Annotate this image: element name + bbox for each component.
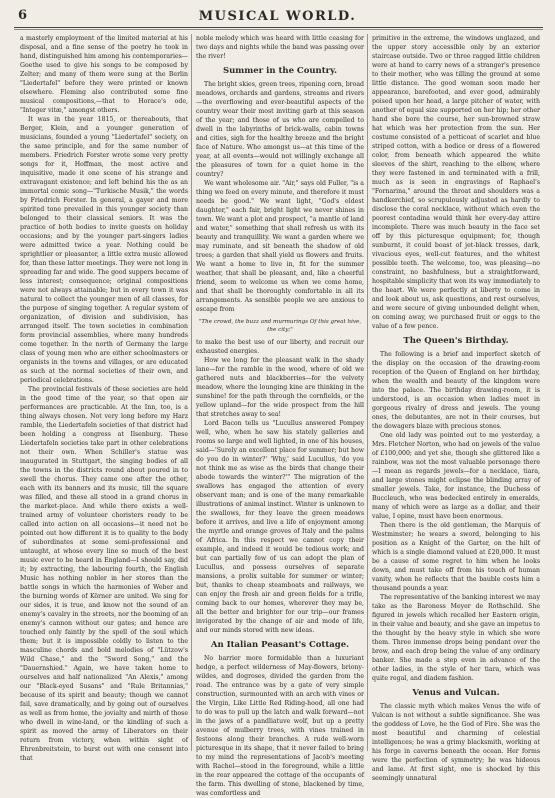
- article-heading-birthday: The Queen's Birthday.: [403, 336, 509, 346]
- paragraph: One old lady was pointed out to me yesterday, a Mrs. Fletcher Norton, who had on jewels of the value of £100,000; and yet she, though she glittered like a rainbow, was not the most valuable personage there—I mean as regards jewels—for a necklace, tiara, and large stones might eclipse the blinding array of smaller jewels. Take, for instance, the Duchess of Buccleuch, who was bedecked entirely in emeralds, many of which were as large as a dollar, and their value, I opine, must have been enormous.: [372, 432, 540, 520]
- column-1: [20, 34, 188, 762]
- paragraph: The provincial festivals of these societies are held in the good time of the year, so that open air performances are practicable. At the Inn, too, is a thing always chosen. Not very long before my Harz ramble, the Liedertafeln societies of that district had been holding a congress at Ilsenburg. These Liedertafeln societies take part in other celebrations not their own. When Schiller's statue was inaugurated in Stuttgart, the singing bodies of all the towns in the districts round about poured in to swell the chorus. They came one after the other, each with its banners and its music, till the square was filled, and these all stood in a grand chorus in the market-place. And while there exists a well-trained army of volunteer choristers ready to be called into action on all occasions—it need not be pointed out how different it is to quality to the body of subordinates at some semi-professional and untaught, at whose every line so much of the best music ever to be heard in England—I should say, did it; by extracting, the labouring fourth, the English Music has nothing nobler in her stores than the battle songs in which the harmonies of Weber and the burning words of Körner are united. We sing for our sides, it is true, and know not the sound of an enemy's cavalry in the streets, nor the booming of an enemy's cannon without our gates; and hence are touched only faintly by the spell of the soul which them; but it is impossible coldly to listen to the masculine chords and bold melodies of "Lützow's Wild Chase," and the "Sword Song," and the "Dauernshied." Again, we have taken home to ourselves and half nationalized "An Alexis," among our "Black-eyed Susans" and "Rule Britannias," because of its spirit and beauty; though we cannot fail, save dramatically, and by going out of ourselves as well as from home, the jovialty and mirth of those who dwell in wine-land, or the kindling of such a spirit as moved the army of Liberators on their return from victory, when within sight of Ehrenbreitstein, to burst out with one consent into that: [20, 386, 188, 762]
- paragraph: It was in the year 1815, or thereabouts, that Berger, Klein, and a younger generation of musicians, founded a young "Liedertafel" society, on the same principle, and for the same number of members. Friedrich Forster wrote some very pretty songs for it, Hoffman, the most active and inquisitive, made it one scene of his strange and extravagant existence; and left behind his the as an immortal comic song—"Turkische Musik," the words by Friedrich Forster. In general, a gayer and more spirited tone prevailed in this younger society than belonged to their classical seniors. It was the practice of both bodies to invite guests on holiday occasions; and by the younger part-singers ladies were admitted twice a year. Nothing could be sprightlier or pleasanter, a little extra music allowed for, than these latter meetings. They were not long in spreading far and wide. The good suppers became of less interest; consequence; original compositions were not always attainable; but in every town it was natural to collect the younger men of all classes, for the purpose of singing together. A regular system of organization, of division and subdivision, has arranged itself. The town societies in combination form provincial assemblies, where many hundreds come together. In the north of Germany the large class of young men who are either schoolmasters or organists in the towns and villages, or are educated as such at the normal societies of their own, and periodical celebrations.: [20, 116, 188, 384]
- paragraph: to make the best use of our liberty, and recruit our exhausted energies.: [196, 339, 364, 355]
- column-2: [196, 34, 364, 797]
- paragraph: The following is a brief and imperfect sketch of the display on the occasion of the drawing-room reception of the Queen of England on her birthday, when the wealth and beauty of the kingdom were into the palace. The birthday drawing-room, it is understood, is an occasion when ladies meet in gorgeous rivalry of dress and jewels. The young ones, the debutantes, are not in their courses, but the dowagers blaze with precious stones.: [372, 351, 540, 430]
- article-heading-cottage: An Italian Peasant's Cottage.: [210, 640, 350, 650]
- masthead: MUSICAL WORLD.: [198, 9, 357, 24]
- paragraph: Lord Bacon tells us "Lucullus answered Pompey well, who, when he saw his stately galleries and rooms so large and well lighted, in one of his houses, said—'Surely an excellent place for summer; but how do you do in winter?' 'Why,' said Lucullus, 'do you not think me as wise as the birds that change their abode towards the winter?'" The migration of the swallows has engaged the attention of every observant man; and is one of the many remarkable illustrations of animal instinct. Winter is unknown to the swallows, for they leave the green meadows before it arrives, and live a life of enjoyment among the myrtle and orange groves of Italy and the palms of Africa. In this respect we cannot copy their example, and indeed it would be tedious work; and but can partially few of us can adopt the plan of Lucullus, and possess ourselves of separate mansions, a prolix suitable for summer or winter; but, thanks to cheap steamboats and railways, we can enjoy the fresh air and green fields for a trifle, coming back to our homes, wherever they may be, all the better and brighter for our trip—our frames invigorated by the change of air and mode of life, and our minds stored with new ideas.: [196, 420, 364, 634]
- header-rule-secondary: [14, 29, 543, 30]
- paragraph: The representative of the banking interest we may take as the Baroness Meyer de Rothschild. She figured in jewels which recalled her Eastern origin, in their value and beauty, and she gave an impetus to the thought by the heavy style in which she wore them. Three immense drops being pendant over the brow, and each drop being the value of any ordinary banker. She made a step even in advance of the other ladies, in the style of her tiara, which was quite regal, and diadem fashion.: [372, 594, 540, 682]
- verse-quote: "The crowd, the buzz and murmurings Of this great hive, the city;": [198, 319, 362, 333]
- article-heading-venus: Venus and Vulcan.: [412, 688, 500, 698]
- header-rule: [14, 27, 543, 28]
- paragraph: No barrier more formidable than a luxuriant hedge, a perfect wilderness of May-flowers, briony-wildes, and dogroses, divided the garden from the road. The entrance was by a gate of very simple construction, surmounted with an arch with vines or the Virgin, Like Little Red Riding-hood, all one had to do was to pull up the latch and walk forward—not in the jaws of a pandliatuve wolf, but up a pretty avenue of mulberry trees, with vines trained in festoons along their branches. A rude well-worn picturesque in its shape, that it never failed to bring to my mind the representations of Jacob's meeting with Rachel—stood in the foreground, while a little in the rear appeared the cottage of the occupants of the farm. This dwelling of stone, blackened by time, was comfortless and: [196, 655, 364, 797]
- paragraph: primitive in the extreme, the windows unglazed, and the upper story accessible only by an exterior staircase outside. Two or three ragged little children were at hand to carry news of a stranger's presence to their mother, who was tilling the ground at some little distance. The good woman soon made her appearance, barefooted, and ever good, admirably poised upon her head, a large pitcher of water, with another of equal size supported on her hip; her other hand she bore the course, her sun-browned straw hat which was her protection from the sun. Her costume consisted of a petticoat of scarlet and blue striped cotton, with a bodice or dress of a flowered color, from beneath which appeared the white sleeves of the shirt, reaching to the elbow, where they were fastened in and terminated with a frill, much as is seen in engravings of Raphael's "Fornarina," around the throat and shoulders was a handkerchief, so scrupulously adjusted as hardly to disclose the coral necklace, without which even the poorest contadina would think her every-day attire incomplete. There was much beauty in the face set off by this picturesque equipment; for, though sunburnt, it could boast of jet-black tresses, dark, vivacious eyes, well-cut features, and the whitest possible teeth. The welcome, too, was pleasing—no constraint, no bashfulness, but a straightforward, hospitable simplicity that won its way immediately to the heart. We were perfectly at liberty to come in and look about us, ask questions, and rest ourselves, and were secure of giving unbounded delight when, on coming away, we purchased fruit or eggs to the value of a few pence.: [372, 35, 540, 330]
- column-divider: [367, 34, 368, 751]
- paragraph: How we long for the pleasant walk in the shady lane—for the ramble in the wood, where of old we gathered nuts and blackberries—for the velvety meadow, where the lounging kine are thinking in the sunshine! for the path through the cornfields, or the yellow upland—for the wide prospect from the hill that stretches away to sea!: [196, 357, 364, 418]
- column-3: [372, 34, 540, 782]
- paragraph: Then there is the old gentleman, the Marquis of Westminster; he wears a sword, belonging to his position as a Knight of the Garter, on the hilt of which is a single diamond valued at £20,000. It must be a cause of some regret to him when he looks down, and must take off from his touch of human vanity, when he reflects that the bauble costs him a thousand pounds a year.: [372, 522, 540, 592]
- page-number: 6: [18, 8, 28, 23]
- paragraph: The classic myth which makes Venus the wife of Vulcan is not without a subtle significance. She was the goddess of Love, he the God of Fire. She was the most beautiful and charming of celestial intelligences; he was a grimy blacksmith, working at his forge in caverns beneath the ocean. Her forms were the perfection of symmetry; he was hideous and lame. At first sight, one is shocked by this seemingly unnatural: [372, 703, 540, 782]
- paragraph: We want wholesome air. "Air," says old Fuller, "is a thing we feed on every minute, and therefore it must needs be good." We want light, "God's eldest daughter," each fair, bright light we never shines in town. We want a plot and prospect, "a mantle of land and water," something that shall refresh us with its beauty and tranquillity. We want a garden where we may ruminate, and sit beneath the shadow of old trees; a garden that shall yield us flowers and fruits. We want a home to live in, fit for the summer weather, that shall be pleasant, and, like a cheerful friend, seem to welcome us when we come home, and that shall be thoroughly comfortable in all its arrangements. As sensible people we are anxious to escape from: [196, 180, 364, 313]
- article-heading-summer: Summer in the Country.: [222, 66, 338, 76]
- paragraph: The bright skies, green trees, ripening corn, broad meadows, orchards and gardens, streams and rivers—the overflowing and ever-beautiful aspects of the country wear their most inviting garb at this season of the year; and those of us who are compelled to dwell in the labyrinths of brick-walls, cabin towns and cities, sigh for the healthy breeze and the bright face of Nature. Who amongst us—at this time of the year, at all events—would not willingly exchange all the pleasures of town for a quiet home in the country?: [196, 81, 364, 178]
- column-divider: [191, 34, 192, 751]
- paragraph: a masterly employment of the limited material at his disposal, and a fine sense of the poetry he took in hand, distinguished him among his contemporaries—Goethe used to give his songs to be composed by Zelter; and many of them were sung at the Berlin "Liedertafel" before they were printed or known elsewhere. Fleming also contributed some fine musical compositions,—that to Horace's ode, "Integer vitæ," amongst others.: [20, 35, 188, 114]
- paragraph: noble melody which was heard with little ceasing for two days and nights while the band was passing over the river!: [196, 35, 364, 60]
